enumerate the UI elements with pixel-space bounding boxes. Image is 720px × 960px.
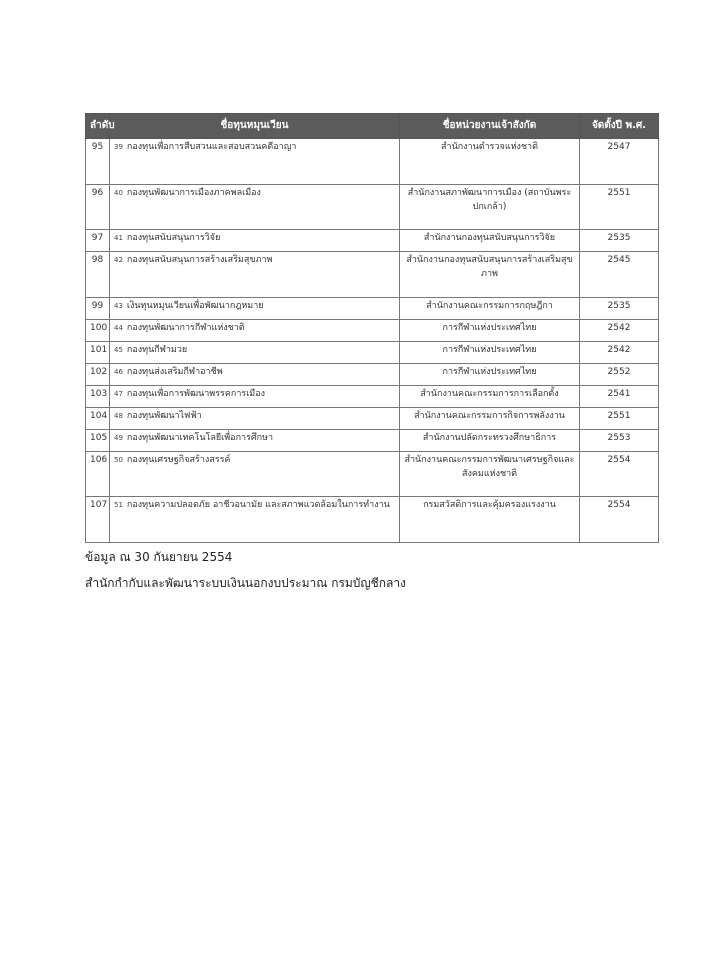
row-sub-number: 40: [114, 189, 123, 197]
row-fund-name-cell: [110, 497, 400, 543]
row-agency: สำนักงานปลัดกระทรวงศึกษาธิการ: [400, 430, 580, 452]
row-fund-name: กองทุนพัฒนาการเมืองภาคพลเมือง: [126, 188, 261, 198]
row-agency: กรมสวัสดิการและคุ้มครองแรงงาน: [400, 497, 580, 543]
row-sub-number: 43: [114, 302, 123, 310]
row-agency: การกีฬาแห่งประเทศไทย: [400, 342, 580, 364]
row-sub-number: 50: [114, 456, 123, 464]
row-sub-number: 49: [114, 434, 123, 442]
row-order-number: 97: [86, 230, 110, 252]
row-year-established: 2551: [580, 185, 659, 230]
row-fund-name-cell: [110, 298, 400, 320]
row-agency: สำนักงานคณะกรรมการการเลือกตั้ง: [400, 386, 580, 408]
row-year-established: 2552: [580, 364, 659, 386]
row-year-established: 2554: [580, 497, 659, 543]
row-fund-name-cell: [110, 408, 400, 430]
row-order-number: 101: [86, 342, 110, 364]
row-fund-name-cell: [110, 430, 400, 452]
row-order-number: 105: [86, 430, 110, 452]
row-order-number: 106: [86, 452, 110, 497]
row-fund-name: กองทุนกีฬามวย: [126, 345, 188, 355]
table-row: [86, 252, 659, 298]
row-sub-number: 41: [114, 234, 123, 242]
row-fund-name-cell: [110, 139, 400, 185]
row-fund-name-cell: [110, 252, 400, 298]
row-order-number: 95: [86, 139, 110, 185]
source-department: สำนักกำกับและพัฒนาระบบเงินนอกงบประมาณ กรมบัญชีกลาง: [85, 576, 407, 590]
table-row: [86, 342, 659, 364]
table-row: [86, 452, 659, 497]
row-year-established: 2535: [580, 298, 659, 320]
row-fund-name: กองทุนส่งเสริมกีฬาอาชีพ: [126, 367, 223, 377]
row-order-number: 104: [86, 408, 110, 430]
data-as-of-note: ข้อมูล ณ 30 กันยายน 2554: [85, 550, 233, 564]
row-fund-name: กองทุนเศรษฐกิจสร้างสรรค์: [126, 455, 231, 465]
row-fund-name-cell: [110, 386, 400, 408]
table-row: [86, 430, 659, 452]
row-sub-number: 48: [114, 412, 123, 420]
row-year-established: 2542: [580, 342, 659, 364]
row-year-established: 2545: [580, 252, 659, 298]
table-row: [86, 185, 659, 230]
row-agency: สำนักงานคณะกรรมการพัฒนาเศรษฐกิจและสังคมแห่งชาติ: [400, 452, 580, 497]
table-row: [86, 320, 659, 342]
row-fund-name: เงินทุนหมุนเวียนเพื่อพัฒนากฎหมาย: [126, 301, 264, 311]
row-fund-name: กองทุนพัฒนาการกีฬาแห่งชาติ: [126, 323, 245, 333]
row-year-established: 2542: [580, 320, 659, 342]
row-order-number: 103: [86, 386, 110, 408]
row-sub-number: 45: [114, 346, 123, 354]
header-fund-name: ชื่อทุนหมุนเวียน: [110, 114, 400, 139]
row-year-established: 2553: [580, 430, 659, 452]
row-sub-number: 44: [114, 324, 123, 332]
row-fund-name: กองทุนเพื่อการพัฒนาพรรคการเมือง: [126, 389, 266, 399]
header-year-established: จัดตั้งปี พ.ศ.: [580, 114, 659, 139]
row-order-number: 99: [86, 298, 110, 320]
table-row: [86, 230, 659, 252]
row-sub-number: 51: [114, 501, 123, 509]
row-fund-name-cell: [110, 185, 400, 230]
row-agency: การกีฬาแห่งประเทศไทย: [400, 320, 580, 342]
row-agency: สำนักงานคณะกรรมการกฤษฎีกา: [400, 298, 580, 320]
header-agency: ชื่อหน่วยงานเจ้าสังกัด: [400, 114, 580, 139]
row-sub-number: 39: [114, 143, 123, 151]
table-row: [86, 497, 659, 543]
table-row: [86, 364, 659, 386]
row-order-number: 98: [86, 252, 110, 298]
row-fund-name-cell: [110, 230, 400, 252]
header-order: ลำดับ: [86, 114, 110, 139]
row-fund-name: กองทุนสนับสนุนการวิจัย: [126, 233, 221, 243]
row-fund-name: กองทุนพัฒนาไฟฟ้า: [126, 411, 202, 421]
row-fund-name-cell: [110, 320, 400, 342]
row-agency: สำนักงานกองทุนสนับสนุนการวิจัย: [400, 230, 580, 252]
row-order-number: 100: [86, 320, 110, 342]
row-agency: สำนักงานกองทุนสนับสนุนการสร้างเสริมสุขภาพ: [400, 252, 580, 298]
row-order-number: 96: [86, 185, 110, 230]
row-agency: สำนักงานสภาพัฒนาการเมือง (สถาบันพระปกเกล้า): [400, 185, 580, 230]
row-year-established: 2547: [580, 139, 659, 185]
row-fund-name-cell: [110, 342, 400, 364]
row-fund-name: กองทุนเพื่อการสืบสวนและสอบสวนคดีอาญา: [126, 142, 297, 152]
row-year-established: 2535: [580, 230, 659, 252]
row-agency: การกีฬาแห่งประเทศไทย: [400, 364, 580, 386]
row-sub-number: 42: [114, 256, 123, 264]
row-year-established: 2541: [580, 386, 659, 408]
row-fund-name-cell: [110, 364, 400, 386]
table-row: [86, 408, 659, 430]
row-fund-name: กองทุนพัฒนาเทคโนโลยีเพื่อการศึกษา: [126, 433, 274, 443]
row-sub-number: 47: [114, 390, 123, 398]
revolving-funds-table: [85, 113, 659, 543]
table-row: [86, 139, 659, 185]
row-order-number: 107: [86, 497, 110, 543]
row-year-established: 2551: [580, 408, 659, 430]
table-header-row: [86, 114, 659, 139]
table-row: [86, 386, 659, 408]
row-order-number: 102: [86, 364, 110, 386]
row-fund-name-cell: [110, 452, 400, 497]
row-agency: สำนักงานคณะกรรมการกิจการพลังงาน: [400, 408, 580, 430]
row-sub-number: 46: [114, 368, 123, 376]
row-agency: สำนักงานตำรวจแห่งชาติ: [400, 139, 580, 185]
table-row: [86, 298, 659, 320]
row-fund-name: กองทุนสนับสนุนการสร้างเสริมสุขภาพ: [126, 255, 273, 265]
row-year-established: 2554: [580, 452, 659, 497]
row-fund-name: กองทุนความปลอดภัย อาชีวอนามัย และสภาพแวดล้อมในการทำงาน: [126, 500, 390, 510]
